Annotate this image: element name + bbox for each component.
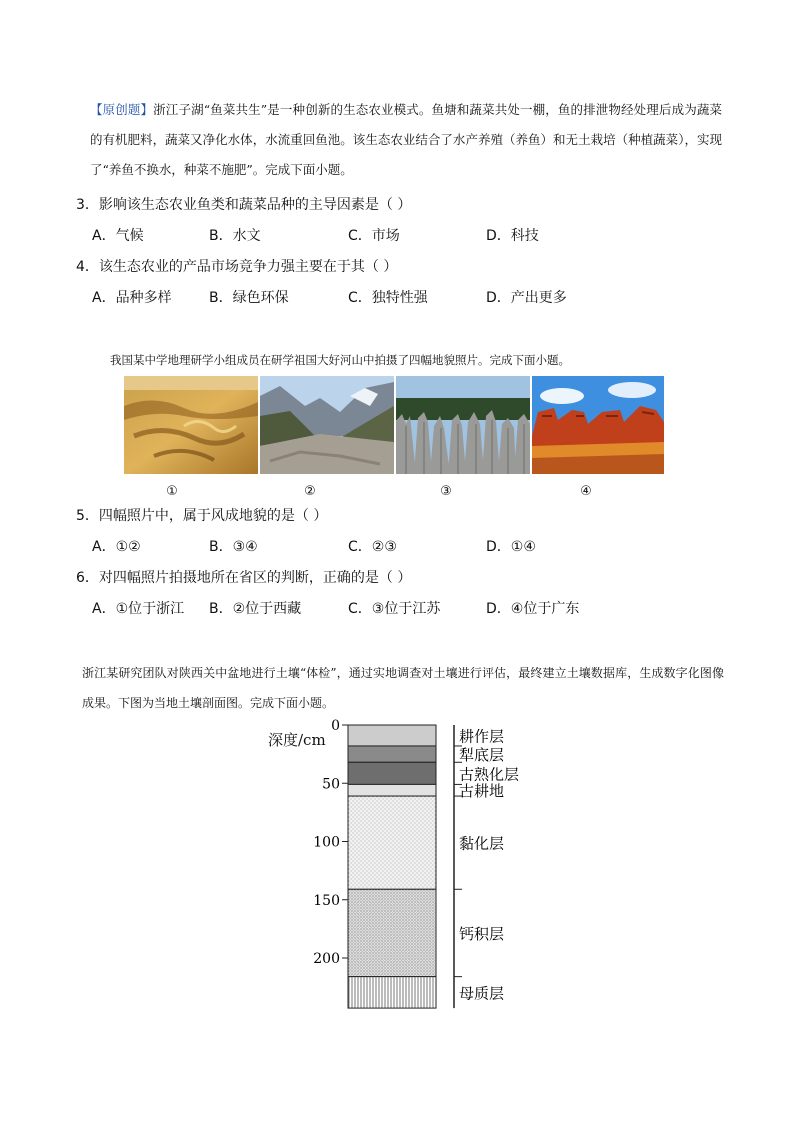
soil-profile-diagram [240, 712, 540, 1012]
depth-tick-label-3: 150 [313, 892, 340, 909]
photo-label-3: ③ [440, 484, 452, 499]
depth-tick-label-1: 50 [322, 776, 340, 793]
q3-option-d[interactable]: D．科技 [486, 228, 539, 244]
danxia-landform-photo [532, 376, 664, 474]
q5-option-c[interactable]: C．②③ [348, 539, 397, 555]
photo-label-4: ④ [580, 484, 592, 499]
soil-layer-label-3: 古耕地 [459, 782, 505, 801]
soil-layer-label-1: 犁底层 [459, 746, 505, 765]
question-3-stem: 3．影响该生态农业鱼类和蔬菜品种的主导因素是（ ） [76, 197, 412, 213]
photo-label-2: ② [304, 484, 316, 499]
depth-tick-label-2: 100 [313, 834, 340, 851]
q6-option-d[interactable]: D．④位于广东 [486, 601, 580, 617]
q6-option-b[interactable]: B．②位于西藏 [209, 601, 302, 617]
q3-option-c[interactable]: C．市场 [348, 228, 400, 244]
q6-option-c[interactable]: C．③位于江苏 [348, 601, 441, 617]
soil-layer-label-4: 黏化层 [459, 834, 505, 853]
soil-layer-label-5: 钙积层 [459, 924, 505, 943]
q5-option-a[interactable]: A．①② [92, 539, 141, 555]
q4-option-a[interactable]: A．品种多样 [92, 290, 172, 306]
soil-layer-3 [348, 784, 436, 796]
source-tag: 【原创题】 [90, 102, 154, 117]
q4-option-c[interactable]: C．独特性强 [348, 290, 428, 306]
soil-layer-2 [348, 762, 436, 784]
q5-option-b[interactable]: B．③④ [209, 539, 258, 555]
soil-layer-label-0: 耕作层 [459, 727, 505, 746]
depth-tick-label-4: 200 [313, 951, 340, 967]
soil-layer-4 [348, 796, 436, 889]
depth-tick-label-0: 0 [331, 718, 340, 734]
q5-option-d[interactable]: D．①④ [486, 539, 536, 555]
passage-2: 我国某中学地理研学小组成员在研学祖国大好河山中拍摄了四幅地貌照片。完成下面小题。 [110, 353, 570, 367]
glacial-valley-photo [260, 376, 394, 474]
q3-option-a[interactable]: A．气候 [92, 228, 144, 244]
passage-1 [90, 95, 722, 185]
soil-layer-1 [348, 746, 436, 762]
passage-3: 浙江某研究团队对陕西关中盆地进行土壤“体检”，通过实地调查对土壤进行评估，最终建立土壤数据库，生成数字化图像成果。下图为当地土壤剖面图。完成下面小题。 [82, 666, 724, 710]
question-5-stem: 5．四幅照片中，属于风成地貌的是（ ） [76, 508, 328, 524]
photo-label-1: ① [166, 484, 178, 499]
soil-layer-label-6: 母质层 [459, 984, 505, 1003]
passage-1-text: 浙江子湖“鱼菜共生”是一种创新的生态农业模式。鱼塘和蔬菜共处一棚，鱼的排泄物经处理后成为蔬菜的有机肥料，蔬菜又净化水体，水流重回鱼池。该生态农业结合了水产养殖（养鱼）和无土栽培（种植蔬菜），实现了“养鱼不换水，种菜不施肥”。完成下面小题。 [90, 102, 722, 177]
soil-layer-6 [348, 977, 436, 1008]
question-6-stem: 6．对四幅照片拍摄地所在省区的判断，正确的是（ ） [76, 570, 412, 586]
depth-axis-label: 深度/cm [268, 731, 326, 749]
q4-option-d[interactable]: D．产出更多 [486, 290, 567, 306]
q3-option-b[interactable]: B．水文 [209, 228, 261, 244]
karst-stone-forest-photo [396, 376, 530, 474]
soil-layer-0 [348, 725, 436, 746]
q4-option-b[interactable]: B．绿色环保 [209, 290, 289, 306]
soil-layer-label-2: 古熟化层 [459, 765, 520, 784]
soil-layer-5 [348, 889, 436, 976]
desert-dunes-photo [124, 376, 258, 474]
q6-option-a[interactable]: A．①位于浙江 [92, 601, 185, 617]
question-4-stem: 4．该生态农业的产品市场竞争力强主要在于其（ ） [76, 259, 398, 275]
